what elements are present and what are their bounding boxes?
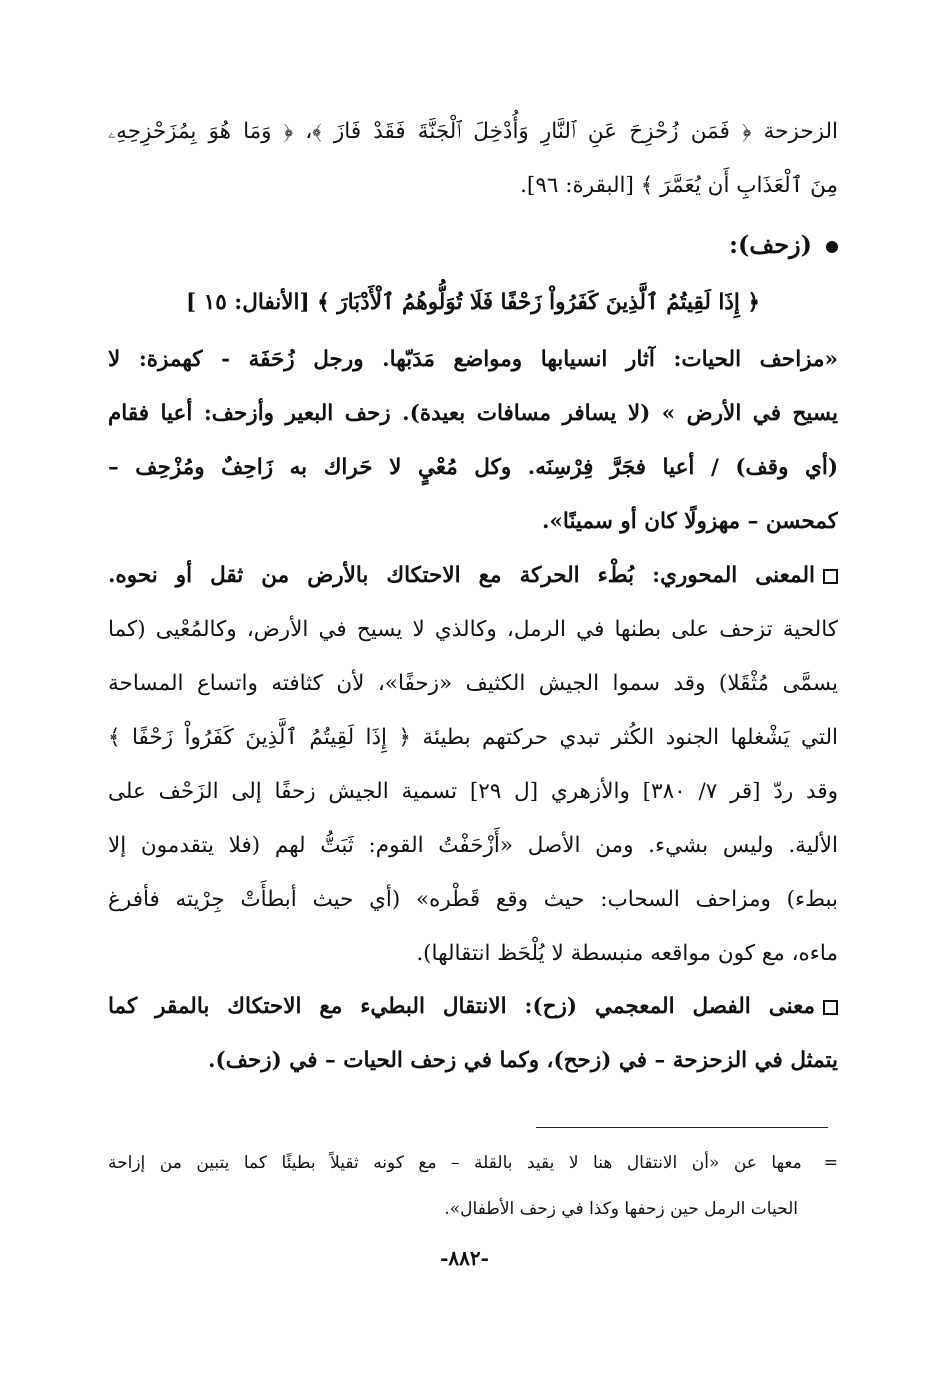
verse-line: ﴿ إِذَا لَقِيتُمُ ٱلَّذِينَ كَفَرُواْ زَحْفًا فَلَا تُوَلُّوهُمُ ٱلْأَدْبَارَ ﴾ [الأنفال: ١٥ ] (186, 290, 760, 315)
square-bullet-icon (823, 1000, 838, 1015)
footnote (108, 1140, 838, 1232)
core-meaning-paragraph (108, 549, 838, 981)
footnote-marker: = (823, 1153, 838, 1173)
square-bullet-icon (823, 569, 838, 584)
heading-line (108, 218, 838, 272)
lexical-meaning-heading (108, 980, 838, 1034)
footnote-text: معها عن «أن الانتقال هنا لا يقيد بالقلة – مع كونه ثقيلاً بطيئًا كما يتبين من إزاحة (108, 1153, 802, 1173)
verse-block (108, 276, 838, 330)
text-line: يتمثل في الزحزحة – في (زحح)، وكما في زحف الحيات – في (زحف). (208, 1048, 838, 1073)
text-line: (أي وقف) / أعيا فجَرَّ فِرْسِنَه. وكل مُعْيٍ لا حَراك به زَاحِفٌ ومُزْحِف – (108, 455, 838, 480)
text-line: ببطء) ومزاحف السحاب: حيث وقع قَطْره» (أي حيث أبطأَتْ جِرْيته فأفرغ (108, 887, 838, 912)
quote-paragraph (108, 333, 838, 549)
text-line: يسيح في الأرض » (لا يسافر مسافات بعيدة). زحف البعير وأزحف: أعيا فقام (108, 401, 838, 426)
bullet-icon (826, 241, 838, 253)
lexical-meaning-text: معنى الفصل المعجمي (زح): الانتقال البطيء مع الاحتكاك بالمقر كما (108, 994, 815, 1019)
text-line: يسمَّى مُثْقَلا) وقد سموا الجيش الكثيف «زحفًا»، لأن كثافته واتساع المساحة (108, 671, 838, 696)
footnote-divider (536, 1127, 828, 1128)
heading-text: (زحف): (729, 230, 812, 259)
lexical-meaning-paragraph (108, 980, 838, 1088)
text-line: كالحية تزحف على بطنها في الرمل، وكالذي لا يسيح في الأرض، وكالمُعْيى (كما (108, 617, 838, 642)
opening-paragraph (108, 105, 838, 213)
footnote-line (108, 1140, 838, 1186)
text-line: وقد ردّ [قر ٧/ ٣٨٠] والأزهري [ل ٢٩] تسمية الجيش زحفًا إلى الزَحْف على (108, 779, 838, 804)
entry-heading (108, 218, 838, 272)
text-line: الألية. وليس بشيء. ومن الأصل «أَزْحَفْتُ القوم: ثَبَتُّ لهم (فلا يتقدمون إلا (108, 833, 838, 858)
core-meaning-heading (108, 549, 838, 603)
page-number: -٨٨٢- (440, 1246, 489, 1270)
text-line: كمحسن – مهزولًا كان أو سمينًا». (541, 509, 838, 534)
text-line: ماءه، مع كون مواقعه منبسطة لا يُلْحَظ انتقالها). (416, 941, 838, 966)
text-line: «مزاحف الحيات: آثار انسيابها ومواضع مَدَبّها. ورجل زُحَفَة - كهمزة: لا (108, 347, 838, 372)
text-line: الزحزحة ﴿ فَمَن زُحْزِحَ عَنِ ٱلنَّارِ وَأُدْخِلَ ٱلْجَنَّةَ فَقَدْ فَازَ ﴾، ﴿ وَمَا هُوَ بِمُزَحْزِحِهِۦ (108, 119, 838, 144)
text-line: مِنَ ٱلْعَذَابِ أَن يُعَمَّرَ ﴾ [البقرة: ٩٦]. (520, 173, 838, 198)
core-meaning-text: المعنى المحوري: بُطْء الحركة مع الاحتكاك بالأرض من ثقل أو نحوه. (108, 563, 815, 588)
text-line: التي يَشْغلها الجنود الكُثر تبدي حركتهم بطيئة ﴿ إِذَا لَقِيتُمُ ٱلَّذِينَ كَفَرُواْ زَحْفًا ﴾ (108, 725, 838, 750)
footnote-line: الحيات الرمل حين زحفها وكذا في زحف الأطفال». (444, 1199, 798, 1219)
